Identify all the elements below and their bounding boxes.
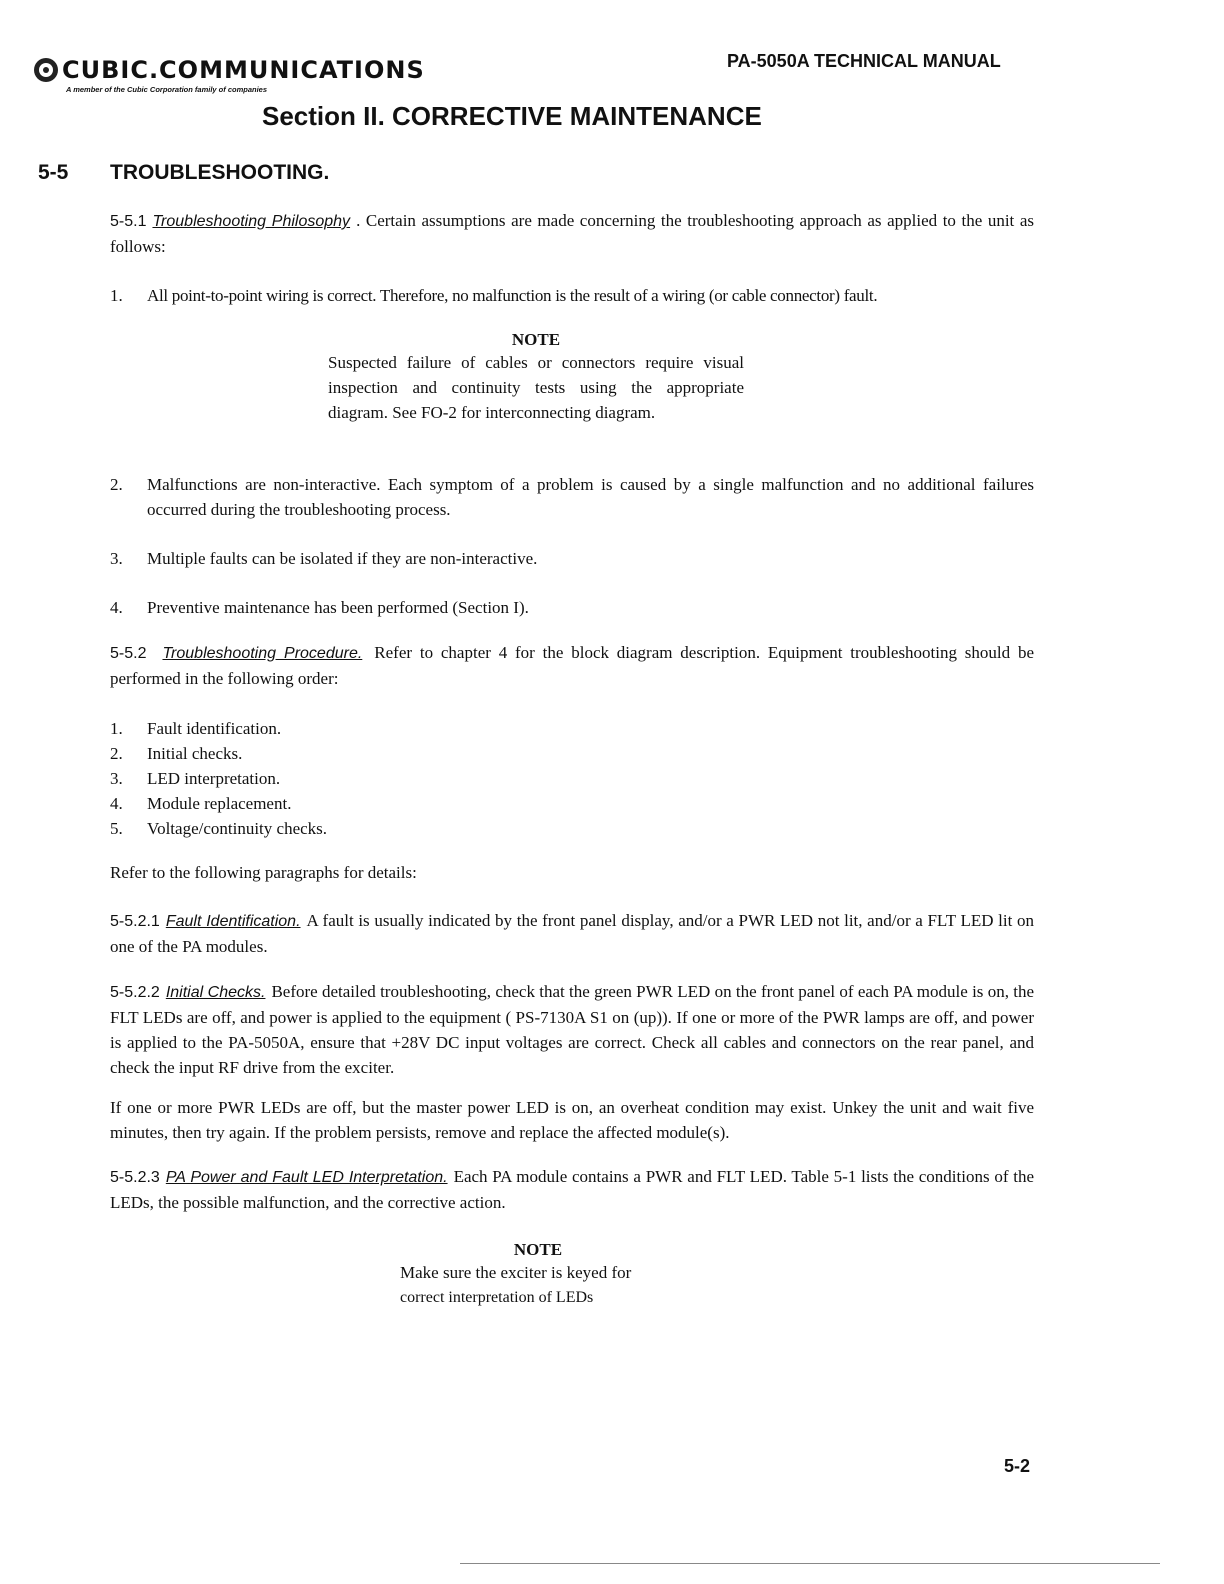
list-item-text: Module replacement.: [147, 794, 292, 813]
list-item-text: Initial checks.: [147, 744, 243, 763]
list-item-number: 5.: [110, 819, 123, 838]
page-bottom-rule: [460, 1563, 1160, 1564]
list-item: [110, 472, 1034, 522]
page-number: 5-2: [1004, 1456, 1031, 1476]
paragraph-title: Troubleshooting Procedure.: [162, 645, 363, 662]
list-item: [110, 716, 1034, 741]
paragraph-number: 5-5.2: [110, 645, 147, 662]
paragraph-number: 5-5.2.1: [110, 913, 160, 930]
note-box: [328, 330, 744, 425]
note-box: [400, 1240, 676, 1310]
paragraph-number: 5-5.1: [110, 213, 147, 230]
list-item-text: Fault identification.: [147, 719, 282, 738]
procedure-list: [110, 716, 1034, 841]
list-item-number: 3.: [110, 549, 123, 568]
paragraph-text: Each PA module contains a PWR and FLT LED. Table 5-1 lists the conditions of the LEDs, the possible malfunction, and the corrective action.: [110, 1167, 1034, 1212]
section-title: Section II. CORRECTIVE MAINTENANCE: [262, 101, 762, 131]
note-heading: NOTE: [511, 330, 561, 349]
paragraph-text: A fault is usually indicated by the front panel display, and/or a PWR LED not lit, and/or a FLT LED lit on one of the PA modules.: [110, 911, 1034, 956]
paragraph-text: Refer to chapter 4 for the block diagram description. Equipment troubleshooting should be performed in the following order:: [110, 643, 1034, 688]
list-item: [110, 546, 1034, 571]
company-logo: [34, 56, 425, 84]
paragraph-title: PA Power and Fault LED Interpretation.: [165, 1169, 448, 1186]
list-item-number: 4.: [110, 598, 123, 617]
paragraph-5-5-2-1: [110, 908, 1034, 959]
company-name: CUBIC.COMMUNICATIONS: [62, 56, 425, 84]
list-item-number: 2.: [110, 744, 123, 763]
list-item-text: Preventive maintenance has been performed (Section I).: [147, 598, 529, 617]
overheat-paragraph: If one or more PWR LEDs are off, but the master power LED is on, an overheat condition may exist. Unkey the unit and wait five minutes, then try again. If the problem persists, remove and replace the affected module(s).: [110, 1098, 1034, 1142]
note-heading: NOTE: [513, 1240, 563, 1259]
heading-title: TROUBLESHOOTING.: [110, 161, 330, 184]
list-item-number: 1.: [110, 286, 123, 305]
list-item-number: 3.: [110, 769, 123, 788]
paragraph-5-5-1: [110, 208, 1034, 259]
list-item-text: All point-to-point wiring is correct. Therefore, no malfunction is the result of a wiring (or cable connector) fault.: [147, 286, 878, 305]
note-text: Suspected failure of cables or connectors require visual inspection and continuity tests using the appropriate diagram. See FO-2 for interconnecting diagram.: [328, 353, 744, 422]
company-tagline: A member of the Cubic Corporation family of companies: [66, 85, 267, 94]
list-item-number: 4.: [110, 794, 123, 813]
note-line: Make sure the exciter is keyed for: [400, 1263, 632, 1282]
list-item: [110, 791, 1034, 816]
paragraph-5-5-2: [110, 640, 1034, 691]
paragraph-5-5-2-3: [110, 1164, 1034, 1215]
note-line: correct interpretation of LEDs: [400, 1289, 594, 1306]
list-item: [110, 741, 1034, 766]
paragraph-number: 5-5.2.3: [110, 1169, 160, 1186]
paragraph-text: . Certain assumptions are made concerning the troubleshooting approach as applied to the unit as follows:: [110, 211, 1034, 256]
list-item: [110, 766, 1034, 791]
list-item: [110, 283, 1034, 308]
heading-number: 5-5: [38, 161, 69, 184]
manual-title: PA-5050A TECHNICAL MANUAL: [727, 51, 1001, 71]
paragraph-5-5-2-2: [110, 979, 1034, 1080]
refer-text: Refer to the following paragraphs for details:: [110, 863, 417, 882]
paragraph-text: Before detailed troubleshooting, check that the green PWR LED on the front panel of each PA module is on, the FLT LEDs are off, and power is applied to the equipment ( PS-7130A S1 on (up)). If one or more of the PWR lamps are off, and power is applied to the PA-5050A, ensure that +28V DC input voltages are correct. Check all cables and connectors on the rear panel, and check the input RF drive from the exciter.: [110, 982, 1035, 1077]
paragraph-number: 5-5.2.2: [110, 984, 160, 1001]
list-item-text: Multiple faults can be isolated if they are non-interactive.: [147, 549, 538, 568]
cubic-logo-icon: [34, 58, 58, 82]
list-item-text: Voltage/continuity checks.: [147, 819, 328, 838]
list-item-number: 2.: [110, 475, 123, 494]
list-item: [110, 816, 1034, 841]
list-item-number: 1.: [110, 719, 123, 738]
paragraph-title: Troubleshooting Philosophy: [152, 213, 351, 230]
list-item: [110, 595, 1034, 620]
paragraph-title: Fault Identification.: [165, 913, 301, 930]
list-item-text: Malfunctions are non-interactive. Each symptom of a problem is caused by a single malfunction and no additional failures occurred during the troubleshooting process.: [147, 475, 1034, 519]
paragraph-title: Initial Checks.: [165, 984, 266, 1001]
list-item-text: LED interpretation.: [147, 769, 281, 788]
